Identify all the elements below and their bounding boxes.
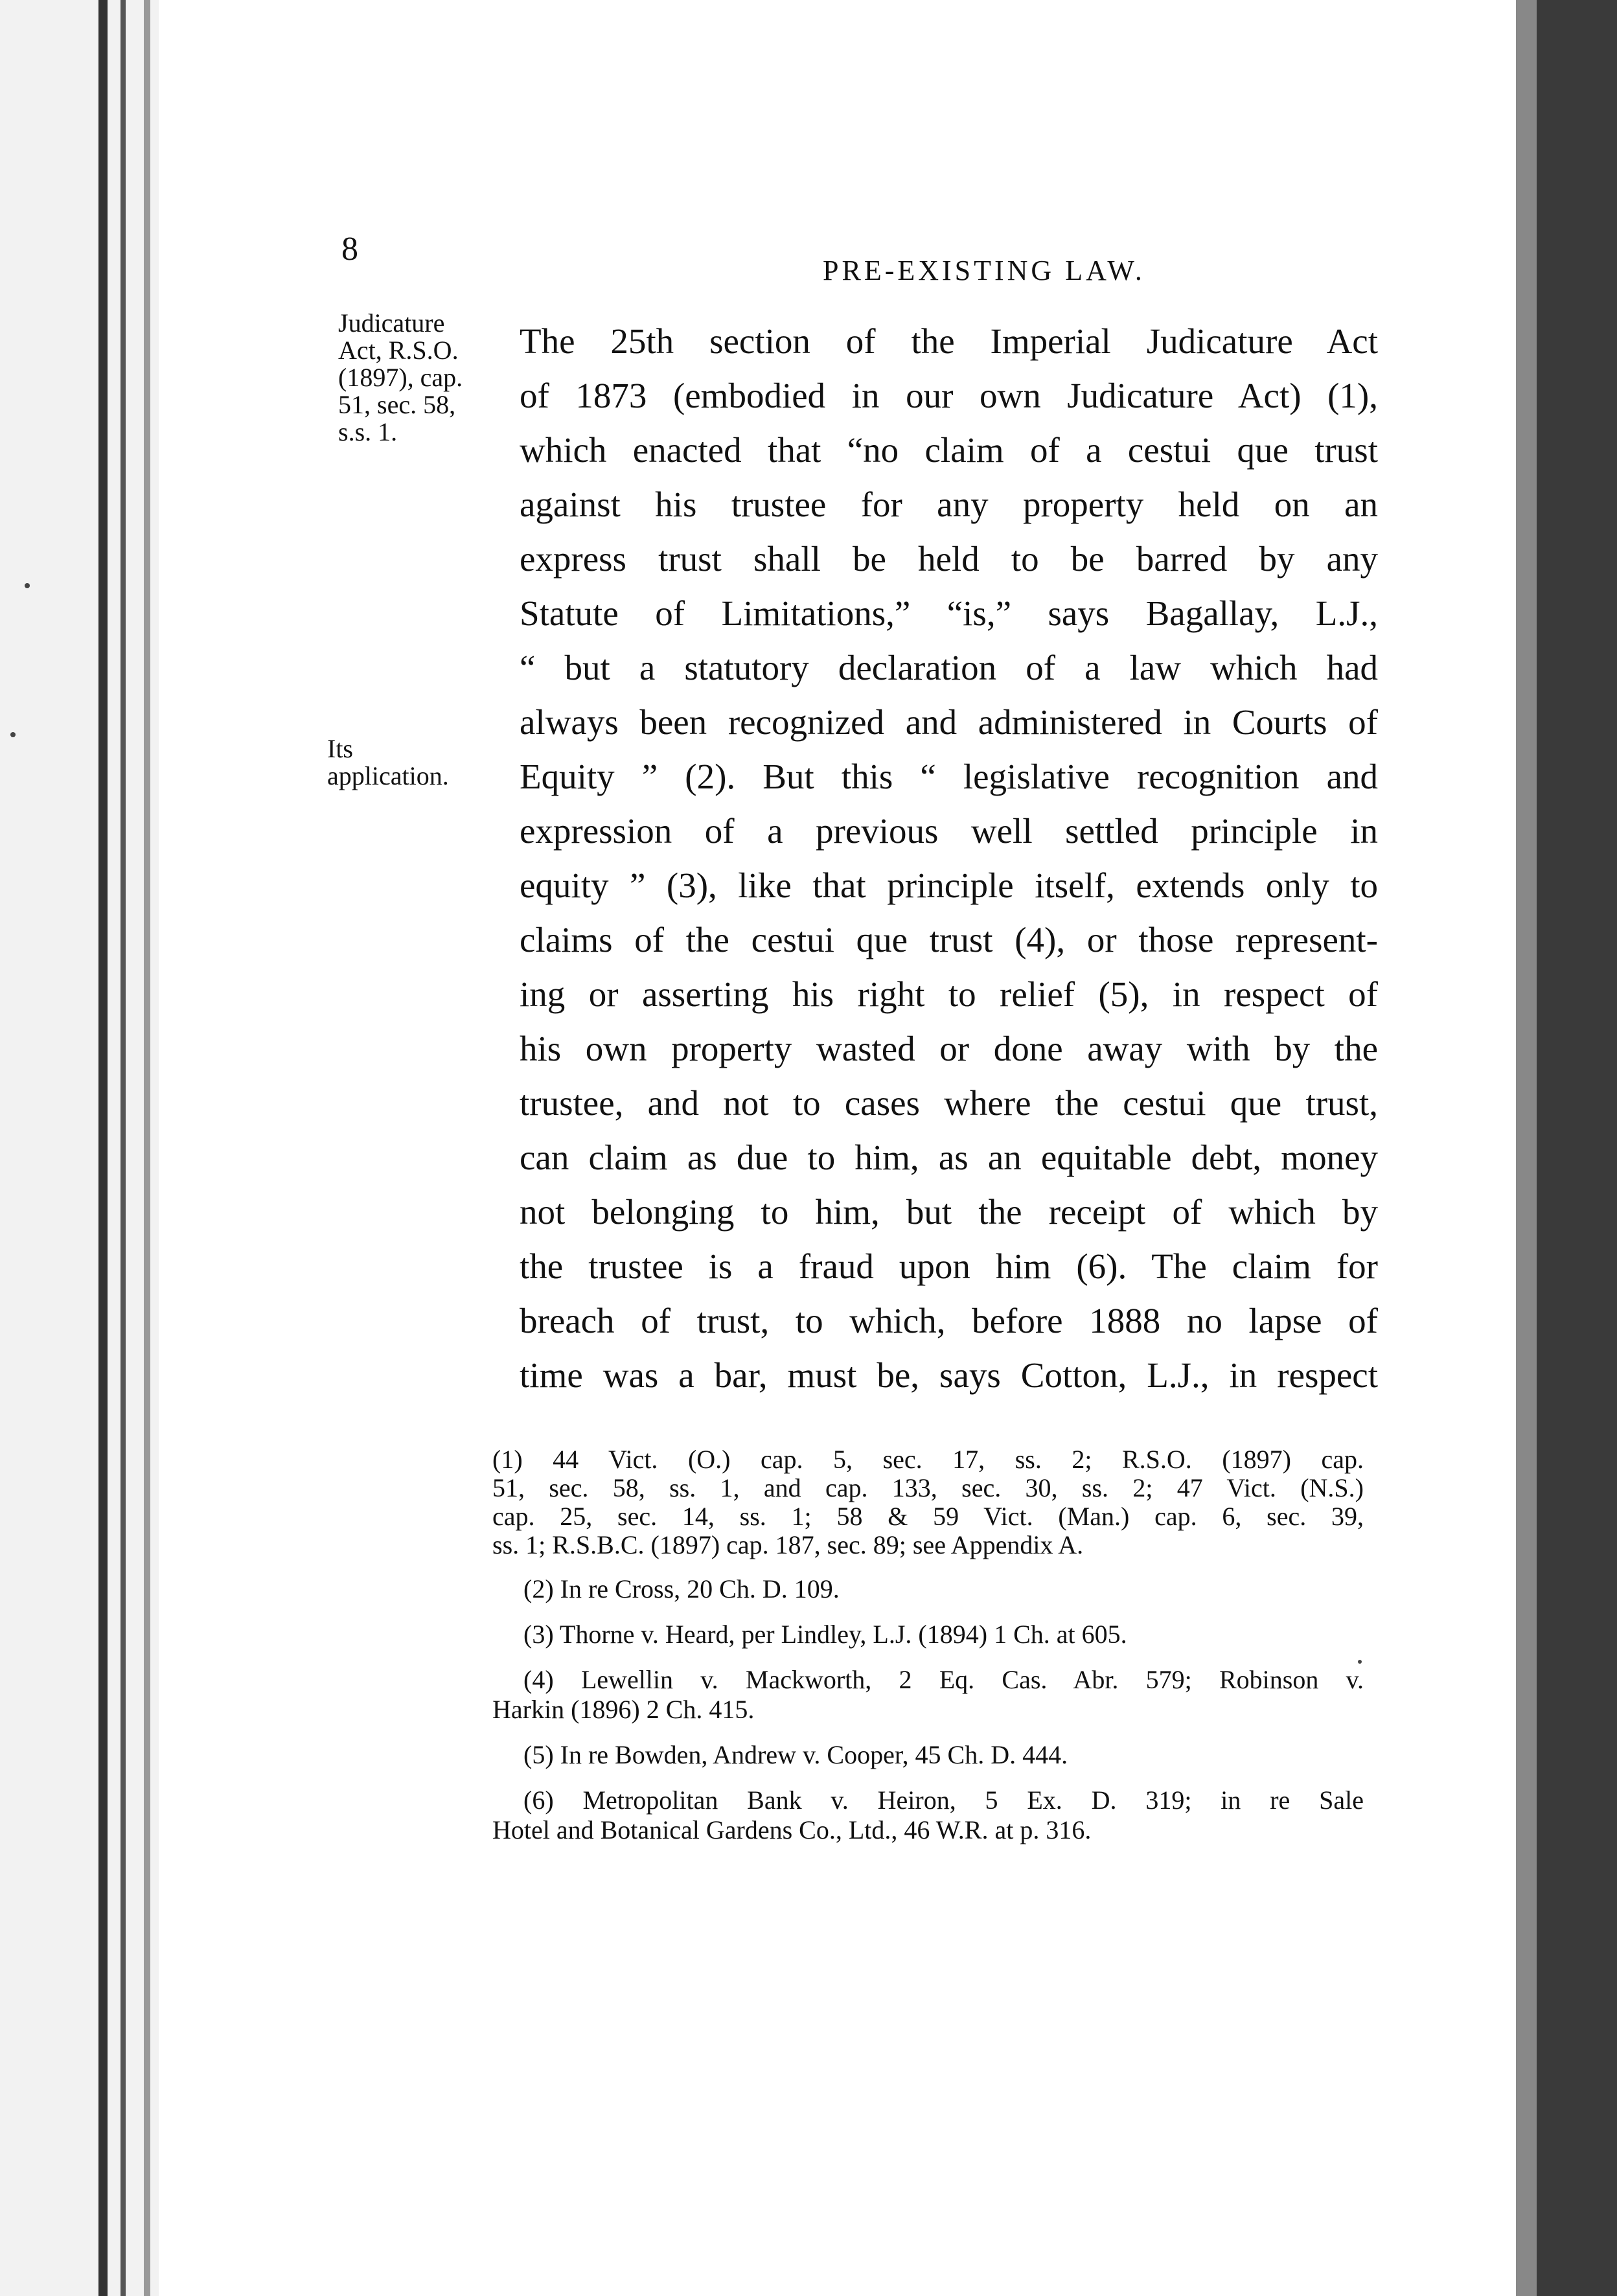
footnote-line: (4) Lewellin v. Mackworth, 2 Eq. Cas. Abr. 579; Robinson v.	[523, 1665, 1364, 1694]
scan-right-shadow	[1516, 0, 1537, 2296]
binding-edge-line	[144, 0, 150, 2296]
running-head: PRE-EXISTING LAW.	[823, 255, 1145, 286]
body-line: can claim as due to him, as an equitable debt, money	[520, 1138, 1378, 1177]
footnote-line: 51, sec. 58, ss. 1, and cap. 133, sec. 30, ss. 2; 47 Vict. (N.S.)	[492, 1473, 1364, 1502]
body-line: Statute of Limitations,” “is,” says Bagallay, L.J.,	[520, 593, 1378, 633]
margin-note-line: Its	[327, 734, 353, 763]
scan-speck	[25, 583, 30, 588]
footnote-line: (5) In re Bowden, Andrew v. Cooper, 45 Ch. D. 444.	[523, 1740, 1068, 1769]
margin-note-application	[327, 735, 509, 790]
scan-left-margin	[0, 0, 159, 2296]
scan-speck	[10, 732, 16, 737]
margin-note-line: application.	[327, 761, 449, 790]
footnote-line: ss. 1; R.S.B.C. (1897) cap. 187, sec. 89; see Appendix A.	[492, 1530, 1084, 1559]
margin-note-line: 51, sec. 58,	[338, 390, 456, 419]
body-line: always been recognized and administered in Courts of	[520, 702, 1378, 742]
footnote-line: (1) 44 Vict. (O.) cap. 5, sec. 17, ss. 2; R.S.O. (1897) cap.	[492, 1445, 1364, 1474]
body-line: expression of a previous well settled principle in	[520, 811, 1378, 851]
body-line: express trust shall be held to be barred by any	[520, 539, 1378, 579]
body-line: ing or asserting his right to relief (5), in respect of	[520, 974, 1378, 1014]
margin-note-line: (1897), cap.	[338, 363, 463, 392]
margin-note-judicature	[338, 310, 507, 446]
body-line: “ but a statutory declaration of a law which had	[520, 648, 1378, 687]
body-line: trustee, and not to cases where the cestui que trust,	[520, 1083, 1378, 1123]
footnote-line: (3) Thorne v. Heard, per Lindley, L.J. (1894) 1 Ch. at 605.	[523, 1620, 1127, 1649]
body-line: breach of trust, to which, before 1888 no lapse of	[520, 1301, 1378, 1340]
scan-right-edge	[1537, 0, 1617, 2296]
body-line: against his trustee for any property held on an	[520, 485, 1378, 524]
footnote-line: (6) Metropolitan Bank v. Heiron, 5 Ex. D. 319; in re Sale	[523, 1785, 1364, 1815]
footnote-line: (2) In re Cross, 20 Ch. D. 109.	[523, 1574, 840, 1603]
body-line: Equity ” (2). But this “ legislative recognition and	[520, 757, 1378, 796]
binding-edge-line	[120, 0, 126, 2296]
footnote-line: Hotel and Botanical Gardens Co., Ltd., 46 W.R. at p. 316.	[492, 1815, 1092, 1844]
footnote-line: Harkin (1896) 2 Ch. 415.	[492, 1695, 755, 1724]
body-line: which enacted that “no claim of a cestui que trust	[520, 430, 1378, 470]
body-line: equity ” (3), like that principle itself, extends only to	[520, 866, 1378, 905]
body-line: of 1873 (embodied in our own Judicature Act) (1),	[520, 376, 1378, 415]
page-number: 8	[341, 231, 358, 268]
body-line: claims of the cestui que trust (4), or those represent-	[520, 920, 1378, 959]
margin-note-line: Judicature	[338, 308, 445, 338]
body-line: the trustee is a fraud upon him (6). The claim for	[520, 1246, 1378, 1286]
binding-edge-line	[98, 0, 108, 2296]
body-line: his own property wasted or done away with by the	[520, 1029, 1378, 1068]
body-line: The 25th section of the Imperial Judicature Act	[520, 321, 1378, 361]
scan-speck	[1358, 1660, 1362, 1664]
margin-note-line: s.s. 1.	[338, 417, 398, 446]
footnote-line: cap. 25, sec. 14, ss. 1; 58 & 59 Vict. (Man.) cap. 6, sec. 39,	[492, 1502, 1364, 1531]
body-line: not belonging to him, but the receipt of which by	[520, 1192, 1378, 1232]
margin-note-line: Act, R.S.O.	[338, 336, 459, 365]
body-line: time was a bar, must be, says Cotton, L.J., in respect	[520, 1355, 1378, 1395]
